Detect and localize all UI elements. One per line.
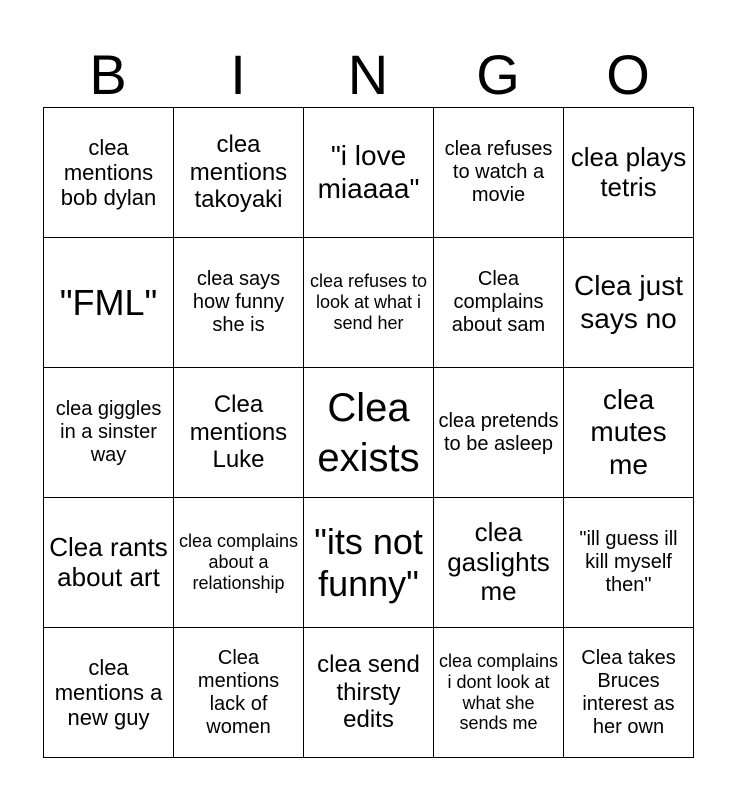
bingo-cell[interactable]: "its not funny" <box>304 498 434 628</box>
bingo-cell[interactable]: clea gaslights me <box>434 498 564 628</box>
bingo-board <box>43 107 694 758</box>
bingo-cell[interactable]: clea mentions bob dylan <box>44 108 174 238</box>
header-letter-o: O <box>606 43 650 106</box>
bingo-cell[interactable]: clea refuses to watch a movie <box>434 108 564 238</box>
bingo-cell[interactable]: clea complains i dont look at what she sends me <box>434 628 564 758</box>
bingo-cell[interactable]: Clea takes Bruces interest as her own <box>564 628 694 758</box>
bingo-cell[interactable]: clea pretends to be asleep <box>434 368 564 498</box>
bingo-cell[interactable]: "i love miaaaa" <box>304 108 434 238</box>
bingo-cell[interactable]: clea mutes me <box>564 368 694 498</box>
bingo-cell[interactable]: Clea complains about sam <box>434 238 564 368</box>
header-letter-i: I <box>230 43 246 106</box>
bingo-cell[interactable]: Clea rants about art <box>44 498 174 628</box>
bingo-cell[interactable]: clea mentions takoyaki <box>174 108 304 238</box>
bingo-cell[interactable]: clea says how funny she is <box>174 238 304 368</box>
header-letter-n: N <box>347 43 389 106</box>
bingo-cell[interactable]: Clea mentions lack of women <box>174 628 304 758</box>
bingo-header <box>43 44 693 106</box>
bingo-cell[interactable]: clea refuses to look at what i send her <box>304 238 434 368</box>
bingo-cell[interactable]: Clea just says no <box>564 238 694 368</box>
bingo-cell[interactable]: clea complains about a relationship <box>174 498 304 628</box>
bingo-free-cell[interactable]: Clea exists <box>304 368 434 498</box>
header-letter-g: G <box>476 43 520 106</box>
bingo-cell[interactable]: clea mentions a new guy <box>44 628 174 758</box>
bingo-cell[interactable]: "FML" <box>44 238 174 368</box>
bingo-cell[interactable]: Clea mentions Luke <box>174 368 304 498</box>
header-letter-b: B <box>89 43 127 106</box>
bingo-cell[interactable]: clea send thirsty edits <box>304 628 434 758</box>
bingo-cell[interactable]: clea giggles in a sinster way <box>44 368 174 498</box>
bingo-cell[interactable]: clea plays tetris <box>564 108 694 238</box>
bingo-cell[interactable]: "ill guess ill kill myself then" <box>564 498 694 628</box>
